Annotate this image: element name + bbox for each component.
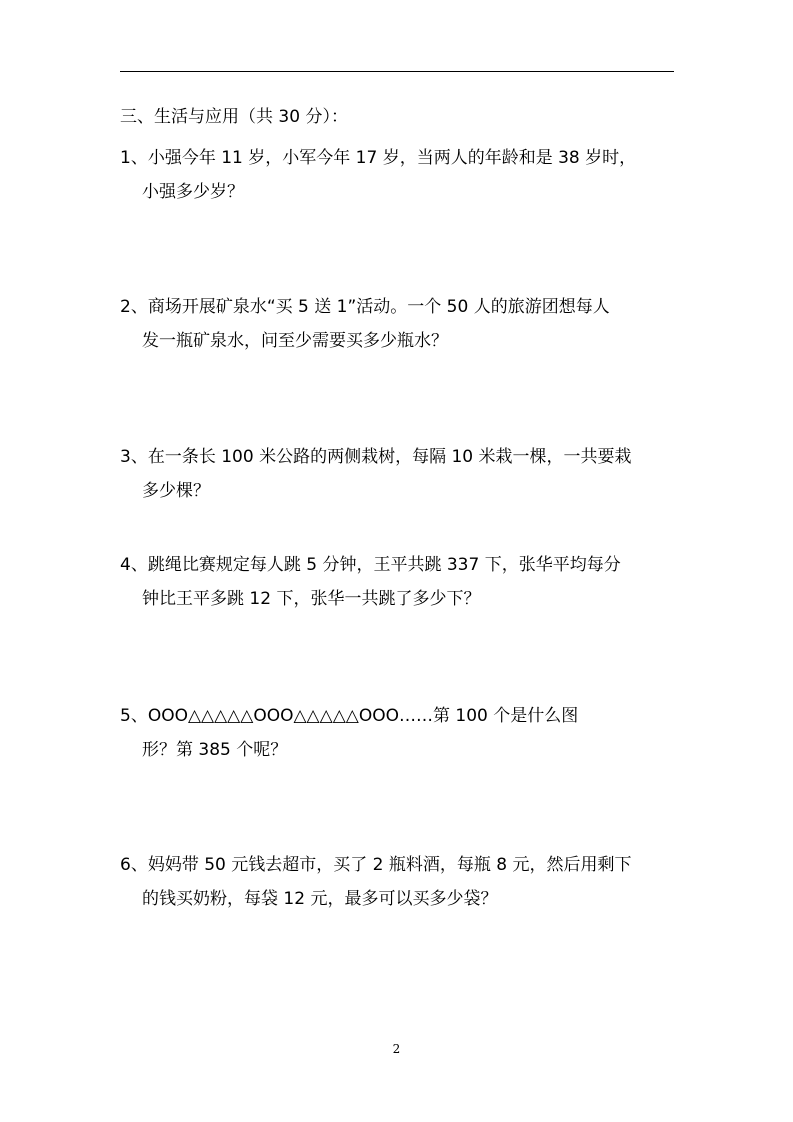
section-title: 三、生活与应用（共 30 分）： (120, 107, 348, 127)
header-rule (120, 71, 674, 72)
question-2-line-1: 2、商场开展矿泉水“买 5 送 1”活动。一个 50 人的旅游团想每人 (120, 297, 610, 317)
question-5-line-2: 形？第 385 个呢？ (142, 740, 288, 760)
question-6 (120, 848, 676, 916)
question-4-line-1: 4、跳绳比赛规定每人跳 5 分钟，王平共跳 337 下，张华平均每分 (120, 555, 621, 575)
question-6-line-1: 6、妈妈带 50 元钱去超市，买了 2 瓶料酒，每瓶 8 元，然后用剩下 (120, 855, 632, 875)
question-5-line-1: 5、OOO△△△△△OOO△△△△△OOO……第 100 个是什么图 (120, 706, 579, 726)
question-3-line-1: 3、在一条长 100 米公路的两侧栽树，每隔 10 米栽一棵，一共要栽 (120, 447, 632, 467)
question-1-line-2: 小强多少岁？ (142, 182, 244, 202)
question-3-line-2: 多少棵？ (142, 481, 210, 501)
question-5 (120, 699, 676, 767)
question-1-line-1: 1、小强今年 11 岁，小军今年 17 岁，当两人的年龄和是 38 岁时， (120, 148, 637, 168)
question-3 (120, 440, 676, 508)
question-6-line-2: 的钱买奶粉，每袋 12 元，最多可以买多少袋？ (142, 889, 498, 909)
question-1 (120, 141, 676, 209)
question-2-line-2: 发一瓶矿泉水，问至少需要买多少瓶水？ (142, 331, 448, 351)
question-4 (120, 548, 676, 616)
question-4-line-2: 钟比王平多跳 12 下，张华一共跳了多少下？ (142, 589, 481, 609)
question-2 (120, 290, 676, 358)
page-number: 2 (392, 1042, 401, 1056)
